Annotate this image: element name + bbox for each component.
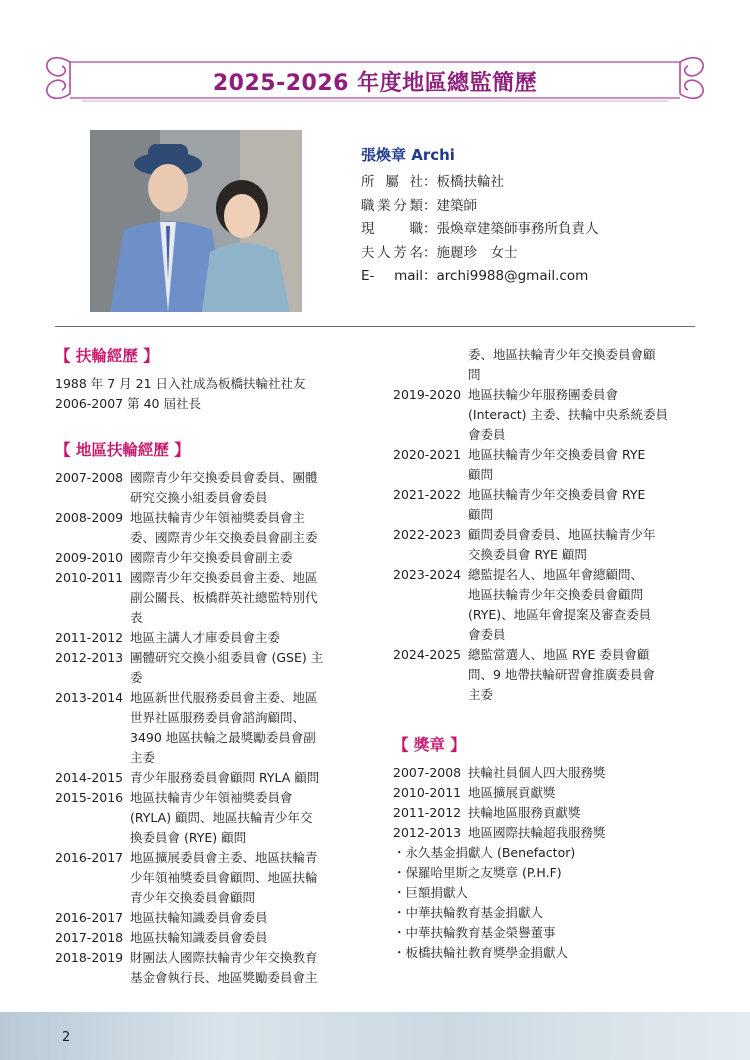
entry-year: 2021-2022 xyxy=(393,487,462,502)
district-entry xyxy=(393,605,703,625)
district-entry xyxy=(55,908,365,928)
entry-text: 國際青少年交換委員會主委、地區 xyxy=(130,570,318,585)
entry-text: 會委員 xyxy=(468,427,506,442)
entry-text: 交換委員會 RYE 顧問 xyxy=(468,547,587,562)
entry-year xyxy=(55,868,130,888)
entry-text: 地區扶輪青少年交換委員會顧問 xyxy=(468,587,644,602)
entry-year: 2017-2018 xyxy=(55,930,124,945)
district-entry xyxy=(55,528,365,548)
district-entry xyxy=(393,685,703,705)
entry-text: 地區扶輪青少年領袖獎委員會主 xyxy=(130,510,306,525)
district-entry xyxy=(393,485,703,505)
district-entry xyxy=(55,628,365,648)
entry-year xyxy=(393,625,468,645)
entry-year: 2010-2011 xyxy=(55,570,124,585)
entry-text: 扶輪地區服務貢獻獎 xyxy=(468,805,581,820)
entry-text: 青少年交換委員會顧問 xyxy=(130,890,256,905)
entry-text: 3490 地區扶輪之最獎勵委員會副 xyxy=(130,730,316,745)
bio-block xyxy=(361,144,599,289)
title-banner xyxy=(40,48,710,108)
entry-text: 地區新世代服務委員會主委、地區 xyxy=(130,690,318,705)
district-entry xyxy=(55,828,365,848)
district-entry xyxy=(55,768,365,788)
entry-text: (RYE)、地區年會提案及審查委員 xyxy=(468,607,652,622)
entry-text: 少年領袖獎委員會顧問、地區扶輪 xyxy=(130,870,318,885)
entry-text: 研究交換小組委員會委員 xyxy=(130,490,268,505)
district-continued xyxy=(393,345,703,385)
entry-year xyxy=(55,728,130,748)
entry-text: 主委 xyxy=(468,687,494,702)
award-entry xyxy=(393,823,703,843)
district-entry xyxy=(393,545,703,565)
entry-text: 問、9 地帶扶輪研習會推廣委員會 xyxy=(468,667,655,682)
entry-text: (Interact) 主委、扶輪中央系統委員 xyxy=(468,407,669,422)
entry-year xyxy=(393,605,468,625)
entry-year: 2012-2013 xyxy=(393,825,462,840)
entry-year: 2016-2017 xyxy=(55,850,124,865)
entry-text: 表 xyxy=(130,610,143,625)
entry-year: 2024-2025 xyxy=(393,647,462,662)
entry-year xyxy=(55,668,130,688)
entry-year xyxy=(393,585,468,605)
entry-text: 顧問 xyxy=(468,507,494,522)
entry-text: 地區擴展貢獻獎 xyxy=(468,785,556,800)
bio-row-spouse: 夫人芳名：施麗珍 女士 xyxy=(361,244,518,261)
district-entry xyxy=(55,468,365,488)
left-column xyxy=(55,344,365,988)
district-entry xyxy=(393,465,703,485)
award-bullet: ・巨額捐獻人 xyxy=(393,885,469,900)
district-entry xyxy=(393,425,703,445)
district-entry xyxy=(55,588,365,608)
entry-year: 2011-2012 xyxy=(55,630,124,645)
entry-year: 2010-2011 xyxy=(393,785,462,800)
district-entry xyxy=(55,508,365,528)
entry-year xyxy=(393,685,468,705)
district-entry xyxy=(55,728,365,748)
district-entry xyxy=(55,788,365,808)
district-entry xyxy=(55,488,365,508)
bio-row-club: 所屬社：板橋扶輪社 xyxy=(361,174,504,190)
district-entry xyxy=(55,848,365,868)
entry-year xyxy=(55,828,130,848)
entry-year xyxy=(393,405,468,425)
page-title: 2025-2026 年度地區總監簡歷 xyxy=(212,71,538,96)
district-entry xyxy=(55,708,365,728)
entry-year xyxy=(55,588,130,608)
entry-text: 國際青少年交換委員會副主委 xyxy=(130,550,293,565)
district-entry xyxy=(393,405,703,425)
entry-year xyxy=(55,968,130,988)
rotary-item: 1988 年 7 月 21 日入社成為板橋扶輪社社友 xyxy=(55,376,306,391)
district-entry xyxy=(393,385,703,405)
entry-text: 換委員會 (RYE) 顧問 xyxy=(130,830,247,845)
entry-year xyxy=(393,505,468,525)
award-bullet: ・永久基金捐獻人 (Benefactor) xyxy=(393,845,576,860)
entry-text: 扶輪社員個人四大服務獎 xyxy=(468,765,606,780)
page-number: 2 xyxy=(62,1030,71,1045)
entry-text: 地區扶輪青少年交換委員會 RYE xyxy=(468,487,646,502)
section-heading-rotary: 【 扶輪經歷 】 xyxy=(55,347,159,365)
district-entry xyxy=(393,565,703,585)
entry-year: 2008-2009 xyxy=(55,510,124,525)
entry-text: 地區擴展委員會主委、地區扶輪青 xyxy=(130,850,318,865)
award-entry xyxy=(393,803,703,823)
district-entry xyxy=(55,888,365,908)
entry-text: 基金會執行長、地區獎勵委員會主 xyxy=(130,970,318,985)
entry-text: 地區扶輪知識委員會委員 xyxy=(130,910,268,925)
entry-year: 2018-2019 xyxy=(55,950,124,965)
rotary-item: 2006-2007 第 40 屆社長 xyxy=(55,396,201,411)
entry-text: 地區扶輪知識委員會委員 xyxy=(130,930,268,945)
entry-year xyxy=(55,608,130,628)
district-entry xyxy=(393,645,703,665)
entry-text: 地區扶輪少年服務團委員會 xyxy=(468,387,619,402)
entry-text: 總監提名人、地區年會總顧問、 xyxy=(468,567,644,582)
entry-year xyxy=(393,545,468,565)
entry-year xyxy=(55,708,130,728)
entry-year xyxy=(55,488,130,508)
entry-year: 2007-2008 xyxy=(393,765,462,780)
awards-list xyxy=(393,763,703,843)
district-entry xyxy=(55,948,365,968)
entry-year xyxy=(55,748,130,768)
entry-text: 委、地區扶輪青少年交換委員會顧 xyxy=(468,347,656,362)
district-entry xyxy=(393,445,703,465)
district-entry xyxy=(393,585,703,605)
entry-text: 青少年服務委員會顧問 RYLA 顧問 xyxy=(130,770,320,785)
entry-text: 總監當選人、地區 RYE 委員會顧 xyxy=(468,647,650,662)
bio-row-profession: 職業分類：建築師 xyxy=(361,197,477,214)
entry-year: 2015-2016 xyxy=(55,790,124,805)
district-entry xyxy=(55,968,365,988)
award-bullet: ・板橋扶輪社教育獎學金捐獻人 xyxy=(393,945,569,960)
district-entry xyxy=(55,548,365,568)
section-heading-district: 【 地區扶輪經歷 】 xyxy=(55,441,190,459)
entry-text: 國際青少年交換委員會委員、團體 xyxy=(130,470,318,485)
district-entry xyxy=(55,568,365,588)
right-column xyxy=(393,345,703,963)
district-entry xyxy=(55,688,365,708)
entry-year: 2016-2017 xyxy=(55,910,124,925)
entry-text: 顧問委員會委員、地區扶輪青少年 xyxy=(468,527,656,542)
person-name: 張煥章 Archi xyxy=(361,146,455,164)
entry-text: 財團法人國際扶輪青少年交換教育 xyxy=(130,950,318,965)
entry-year: 2013-2014 xyxy=(55,690,124,705)
entry-text: 地區扶輪青少年交換委員會 RYE xyxy=(468,447,646,462)
award-bullet: ・保羅哈里斯之友獎章 (P.H.F) xyxy=(393,865,562,880)
entry-text: 顧問 xyxy=(468,467,494,482)
entry-text: 地區扶輪青少年領袖獎委員會 xyxy=(130,790,293,805)
entry-year: 2022-2023 xyxy=(393,527,462,542)
entry-text: 主委 xyxy=(130,750,156,765)
divider xyxy=(55,326,695,327)
district-list-right xyxy=(393,385,703,705)
entry-text: 地區國際扶輪超我服務獎 xyxy=(468,825,606,840)
district-entry xyxy=(55,648,365,668)
entry-year xyxy=(393,425,468,445)
award-bullet: ・中華扶輪教育基金捐獻人 xyxy=(393,905,544,920)
section-heading-awards: 【 獎章 】 xyxy=(393,736,466,754)
entry-year: 2011-2012 xyxy=(393,805,462,820)
entry-text: 團體研究交換小組委員會 (GSE) 主 xyxy=(130,650,324,665)
district-entry xyxy=(393,525,703,545)
district-entry xyxy=(55,608,365,628)
district-entry xyxy=(393,505,703,525)
entry-text: 會委員 xyxy=(468,627,506,642)
entry-year xyxy=(393,665,468,685)
entry-text: 問 xyxy=(468,367,481,382)
portrait-photo xyxy=(90,130,302,312)
bio-row-email: E- mail：archi9988@gmail.com xyxy=(361,268,589,284)
entry-year: 2007-2008 xyxy=(55,470,124,485)
entry-year xyxy=(55,888,130,908)
entry-text: 委、國際青少年交換委員會副主委 xyxy=(130,530,318,545)
award-bullet: ・中華扶輪教育基金榮譽董事 xyxy=(393,925,556,940)
district-list-left xyxy=(55,468,365,988)
district-entry xyxy=(55,868,365,888)
entry-year: 2009-2010 xyxy=(55,550,124,565)
entry-year: 2014-2015 xyxy=(55,770,124,785)
entry-text: 委 xyxy=(130,670,143,685)
entry-year xyxy=(55,808,130,828)
entry-text: (RYLA) 顧問、地區扶輪青少年交 xyxy=(130,810,313,825)
entry-year: 2012-2013 xyxy=(55,650,124,665)
district-entry xyxy=(55,748,365,768)
award-entry xyxy=(393,763,703,783)
entry-year xyxy=(55,528,130,548)
entry-text: 地區主講人才庫委員會主委 xyxy=(130,630,281,645)
district-entry xyxy=(55,668,365,688)
bio-row-position: 現職：張煥章建築師事務所負責人 xyxy=(361,221,599,237)
entry-text: 世界社區服務委員會諮詢顧問、 xyxy=(130,710,306,725)
entry-year: 2023-2024 xyxy=(393,567,462,582)
award-bullets xyxy=(393,843,703,963)
entry-year: 2020-2021 xyxy=(393,447,462,462)
district-entry xyxy=(55,808,365,828)
district-entry xyxy=(393,625,703,645)
entry-year xyxy=(393,465,468,485)
district-entry xyxy=(55,928,365,948)
footer-band xyxy=(0,1012,750,1060)
entry-text: 副公關長、板橋群英社總監特別代 xyxy=(130,590,318,605)
award-entry xyxy=(393,783,703,803)
entry-year: 2019-2020 xyxy=(393,387,462,402)
district-entry xyxy=(393,665,703,685)
